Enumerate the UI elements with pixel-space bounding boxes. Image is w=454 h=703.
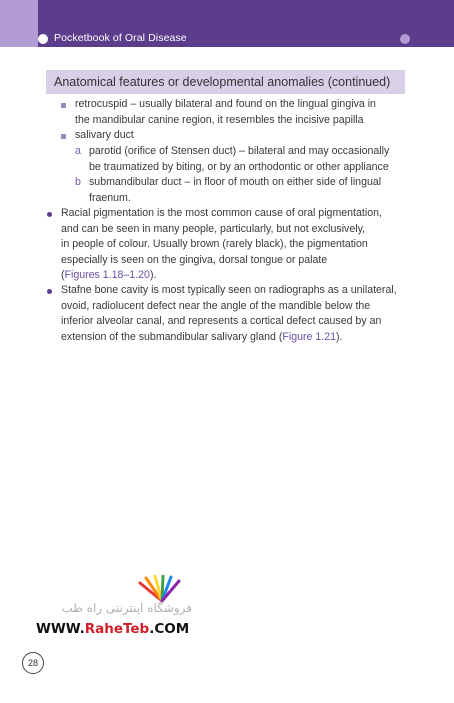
sublist-item-submandibular bbox=[89, 175, 381, 206]
sublist-marker-a: a bbox=[75, 145, 81, 157]
page-number: 28 bbox=[22, 652, 44, 674]
list-item-retrocuspid bbox=[75, 97, 376, 128]
text-span: extension of the submandibular salivary gland ( bbox=[61, 330, 283, 343]
text-line: in people of colour. Usually brown (rarely black), the pigmentation bbox=[61, 238, 368, 251]
text-line: retrocuspid – usually bilateral and found on the lingual gingiva in bbox=[75, 98, 376, 110]
text-line: the mandibular canine region, it resembles the incisive papilla bbox=[75, 113, 364, 126]
text-line: parotid (orifice of Stensen duct) – bilateral and may occasionally bbox=[89, 145, 390, 157]
paren-close: ). bbox=[336, 330, 343, 343]
watermark bbox=[36, 575, 196, 645]
paragraph-racial-pigmentation bbox=[61, 206, 382, 284]
text-line: be traumatized by biting, or by an orthodontic or other appliance bbox=[89, 160, 389, 173]
round-bullet-icon bbox=[47, 212, 52, 217]
paragraph-stafne-bone-cavity bbox=[61, 283, 397, 345]
text-line: and can be seen in many people, particularly, but not exclusively, bbox=[61, 222, 366, 235]
square-bullet-icon bbox=[61, 103, 66, 108]
book-fan-logo-icon bbox=[136, 575, 188, 603]
url-accent: RaheTeb bbox=[84, 621, 150, 637]
square-bullet-icon bbox=[61, 134, 66, 139]
text-line: Stafne bone cavity is most typically seen on radiographs as a unilateral, bbox=[61, 284, 397, 296]
paren-close: ). bbox=[149, 269, 157, 282]
header-tab bbox=[0, 0, 38, 47]
url-prefix: WWW. bbox=[36, 621, 85, 637]
text-line bbox=[61, 268, 382, 284]
text-line: fraenum. bbox=[89, 191, 131, 204]
list-item-salivary-duct: salivary duct bbox=[75, 129, 134, 141]
running-header-title: Pocketbook of Oral Disease bbox=[54, 32, 187, 44]
text-line: especially is seen on the gingiva, dorsal tongue or palate bbox=[61, 253, 328, 266]
section-heading: Anatomical features or developmental anomalies (continued) bbox=[54, 75, 391, 89]
url-suffix: .COM bbox=[149, 621, 190, 637]
figure-reference-link[interactable]: Figure 1.21 bbox=[282, 330, 337, 343]
sublist-item-parotid bbox=[89, 144, 389, 175]
watermark-persian-text: فروشگاه اینترنتی راه طب bbox=[61, 601, 192, 615]
text-line bbox=[61, 330, 397, 346]
header-bullet-icon bbox=[38, 34, 48, 44]
text-line: inferior alveolar canal, and represents a cortical defect caused by an bbox=[61, 315, 382, 328]
round-bullet-icon bbox=[47, 289, 52, 294]
watermark-url bbox=[36, 621, 196, 637]
text-line: Racial pigmentation is the most common cause of oral pigmentation, bbox=[61, 207, 382, 219]
paren-open: ( bbox=[61, 269, 65, 282]
figure-reference-link[interactable]: Figures 1.18–1.20 bbox=[64, 269, 150, 282]
header-dot-icon bbox=[400, 34, 410, 44]
sublist-marker-b: b bbox=[75, 176, 81, 188]
text-line: submandibular duct – in floor of mouth on either side of lingual bbox=[89, 176, 382, 188]
text-line: ovoid, radiolucent defect near the angle of the mandible below the bbox=[61, 299, 371, 312]
